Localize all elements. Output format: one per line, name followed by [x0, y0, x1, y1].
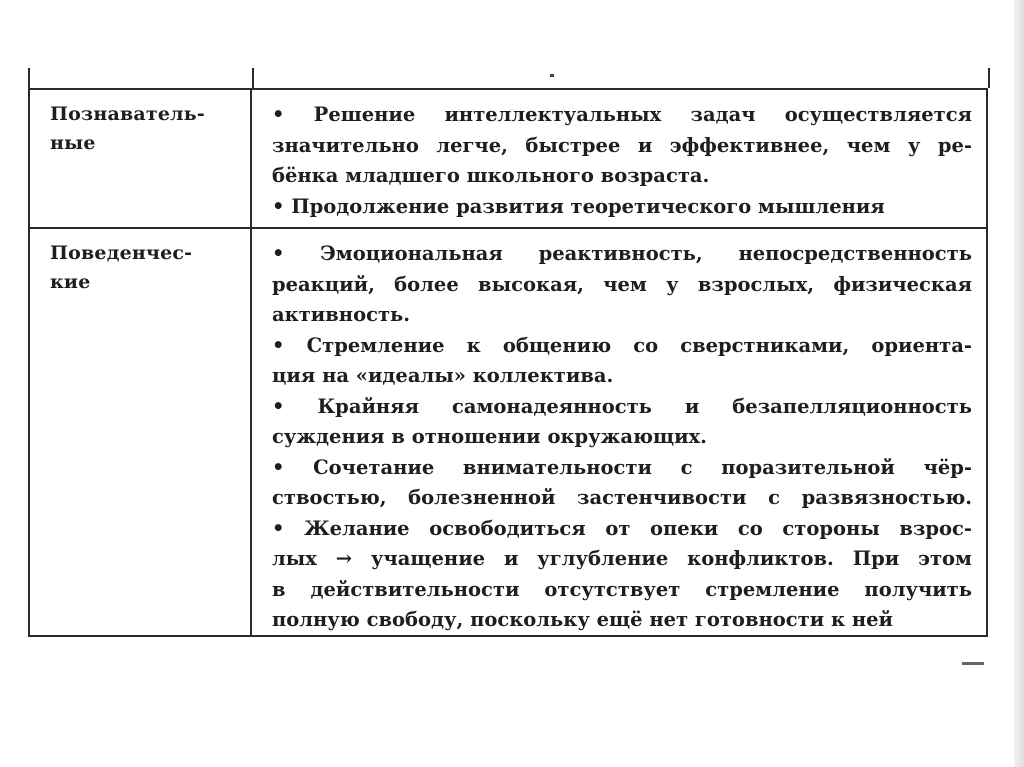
text-line: суждения в отношении окружающих.: [272, 425, 707, 448]
label-line: ные: [50, 132, 96, 154]
text-line: ствостью, болезненной застенчивости с развязностью.: [272, 486, 972, 509]
scanned-page: [28, 68, 988, 680]
text-line: в действительности отсутствует стремление получить: [272, 577, 972, 601]
text-line: • Стремление к общению со сверстниками, ориента-: [272, 333, 972, 357]
row-description-behavioral: [254, 229, 970, 636]
text-line: ция на «идеалы» коллектива.: [272, 364, 614, 387]
row-label-behavioral: [30, 229, 252, 635]
text-line: • Желание освободиться от опеки со стороны взрос-: [272, 516, 972, 540]
text-line: • Решение интеллектуальных задач осуществляется: [272, 103, 972, 126]
row-description-cognitive: [254, 90, 970, 222]
column-divider: [252, 68, 254, 88]
text-line: • Продолжение развития теоретического мышления: [272, 194, 885, 218]
page-number-fragment: [962, 662, 984, 665]
slide-edge-shadow: [1014, 0, 1024, 767]
text-line: значительно легче, быстрее и эффективнее, чем у ре-: [272, 133, 972, 157]
text-line: полную свободу, поскольку ещё нет готовности к ней: [272, 608, 893, 631]
text-line: лых → учащение и углубление конфликтов. При этом: [272, 547, 972, 570]
table-previous-row-fragment: [28, 68, 990, 88]
text-line: • Крайняя самонадеянность и безапелляционность: [272, 394, 972, 418]
table-row-behavioral: [28, 227, 988, 637]
text-line: • Сочетание внимательности с поразительной чёр-: [272, 455, 972, 479]
label-line: Поведенчес-: [50, 242, 193, 264]
table-row-cognitive: [28, 88, 988, 227]
row-label-cognitive: [30, 90, 252, 227]
scan-artifact: [550, 74, 554, 77]
text-line: реакций, более высокая, чем у взрослых, физическая: [272, 272, 972, 296]
text-line: активность.: [272, 303, 411, 326]
label-line: кие: [50, 271, 91, 293]
text-line: • Эмоциональная реактивность, непосредственность: [272, 242, 972, 265]
text-line: бёнка младшего школьного возраста.: [272, 164, 710, 187]
label-line: Познаватель-: [50, 103, 205, 125]
